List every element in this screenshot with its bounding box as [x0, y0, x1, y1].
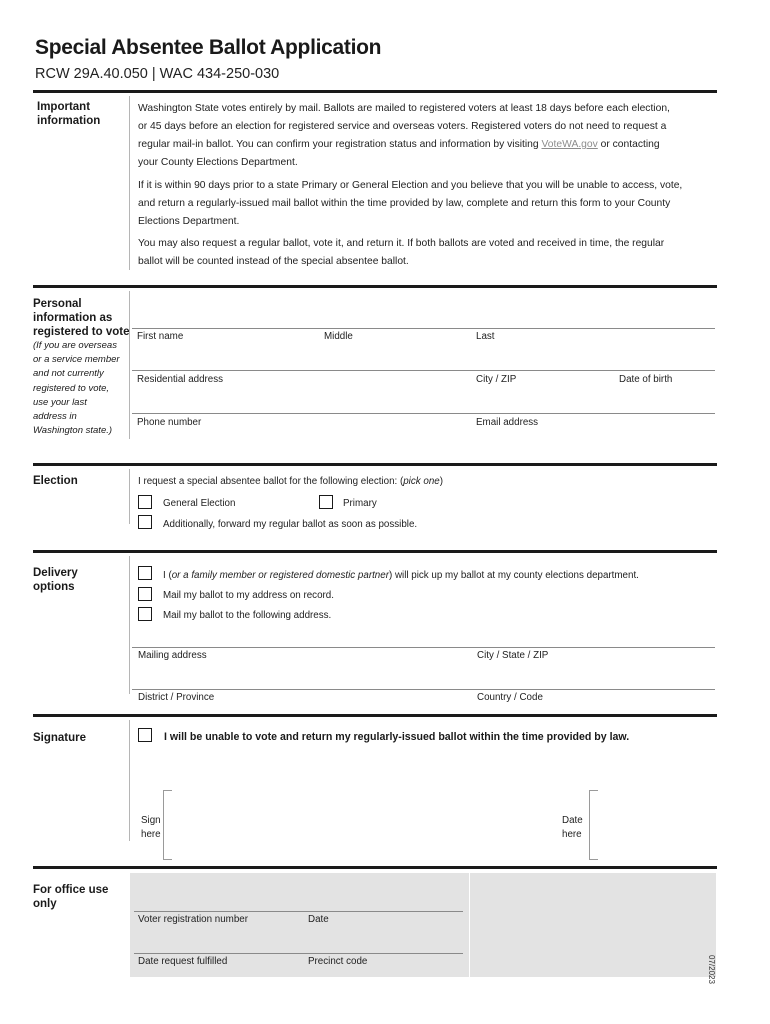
first-name-label: First name — [137, 331, 184, 342]
form-revision-date: 07/2023 — [707, 955, 716, 984]
office-use-divider — [469, 873, 470, 977]
mailing-address-line[interactable] — [132, 647, 715, 648]
mail-record-address-label: Mail my ballot to my address on record. — [163, 590, 334, 601]
pickup-ballot-checkbox[interactable] — [138, 566, 152, 580]
votewa-link[interactable]: VoteWA.gov — [541, 139, 598, 150]
forward-regular-ballot-checkbox[interactable] — [138, 515, 152, 529]
city-zip-label: City / ZIP — [476, 374, 517, 385]
column-divider — [129, 96, 130, 270]
sign-here-label: Sign here — [141, 815, 161, 840]
district-province-label: District / Province — [138, 692, 215, 703]
country-code-label: Country / Code — [477, 692, 543, 703]
important-label: Important information — [37, 101, 101, 127]
name-field-line[interactable] — [132, 328, 715, 329]
election-label: Election — [33, 475, 78, 487]
general-election-label: General Election — [163, 498, 236, 509]
residential-address-label: Residential address — [137, 374, 224, 385]
section-divider — [33, 285, 717, 288]
signature-statement: I will be unable to vote and return my regularly-issued ballot within the time provided by law. — [164, 731, 630, 743]
signature-box[interactable] — [163, 790, 172, 860]
personal-note: (If you are overseas or a service member and not currently registered to vote, use your last address in Washington state.) — [33, 340, 120, 437]
office-date-label: Date — [308, 914, 329, 925]
delivery-label: Delivery options — [33, 567, 78, 593]
office-use-label: For office use only — [33, 884, 109, 910]
phone-field-line[interactable] — [132, 413, 715, 414]
page-title: Special Absentee Ballot Application — [35, 36, 382, 59]
column-divider — [129, 469, 130, 524]
mail-following-address-label: Mail my ballot to the following address. — [163, 610, 332, 621]
email-address-label: Email address — [476, 417, 539, 428]
important-paragraph-2: If it is within 90 days prior to a state Primary or General Election and you believe that you will be unable to access, vote, and return a regularly-issued mail ballot within the time provided by law, complete and return this form to your County Elections Department. — [138, 180, 683, 227]
section-divider — [33, 866, 717, 869]
page-subtitle: RCW 29A.40.050 | WAC 434-250-030 — [35, 66, 280, 82]
important-paragraph-1: Washington State votes entirely by mail. Ballots are mailed to registered voters at least 18 days before each election, or 45 days before an election for registered service and overseas voters. Registered voters do not need to request a regular mail-in ballot. You can confirm your registration status and information by visiting VoteWA.gov or contacting your County Elections Department. — [138, 103, 670, 168]
middle-name-label: Middle — [324, 331, 353, 342]
mailing-address-label: Mailing address — [138, 650, 207, 661]
section-divider — [33, 463, 717, 466]
primary-label: Primary — [343, 498, 377, 509]
voter-registration-label: Voter registration number — [138, 914, 248, 925]
signature-label: Signature — [33, 732, 87, 744]
column-divider — [129, 556, 130, 694]
section-divider — [33, 714, 717, 717]
mail-record-address-checkbox[interactable] — [138, 587, 152, 601]
pickup-ballot-label: I (or a family member or registered domestic partner) will pick up my ballot at my county elections department. — [163, 570, 639, 581]
section-divider — [33, 550, 717, 553]
signature-date-box[interactable] — [589, 790, 598, 860]
signature-statement-checkbox[interactable] — [138, 728, 152, 742]
primary-checkbox[interactable] — [319, 495, 333, 509]
date-here-label: Date here — [562, 815, 583, 840]
mail-following-address-checkbox[interactable] — [138, 607, 152, 621]
forward-regular-ballot-label: Additionally, forward my regular ballot as soon as possible. — [163, 519, 418, 530]
precinct-code-label: Precinct code — [308, 956, 368, 967]
last-name-label: Last — [476, 331, 495, 342]
important-paragraph-3: You may also request a regular ballot, vote it, and return it. If both ballots are voted and received in time, the regular ballot will be counted instead of the special absentee ballot. — [138, 238, 665, 267]
date-fulfilled-label: Date request fulfilled — [138, 956, 228, 967]
general-election-checkbox[interactable] — [138, 495, 152, 509]
column-divider — [129, 720, 130, 841]
personal-label: Personal information as registered to vote — [33, 298, 130, 338]
phone-number-label: Phone number — [137, 417, 202, 428]
fulfilled-line[interactable] — [134, 953, 463, 954]
city-state-zip-label: City / State / ZIP — [477, 650, 549, 661]
voter-registration-line[interactable] — [134, 911, 463, 912]
column-divider — [129, 291, 130, 439]
election-prompt: I request a special absentee ballot for the following election: (pick one) — [138, 476, 443, 487]
section-divider — [33, 90, 717, 93]
district-line[interactable] — [132, 689, 715, 690]
date-of-birth-label: Date of birth — [619, 374, 673, 385]
address-field-line[interactable] — [132, 370, 715, 371]
